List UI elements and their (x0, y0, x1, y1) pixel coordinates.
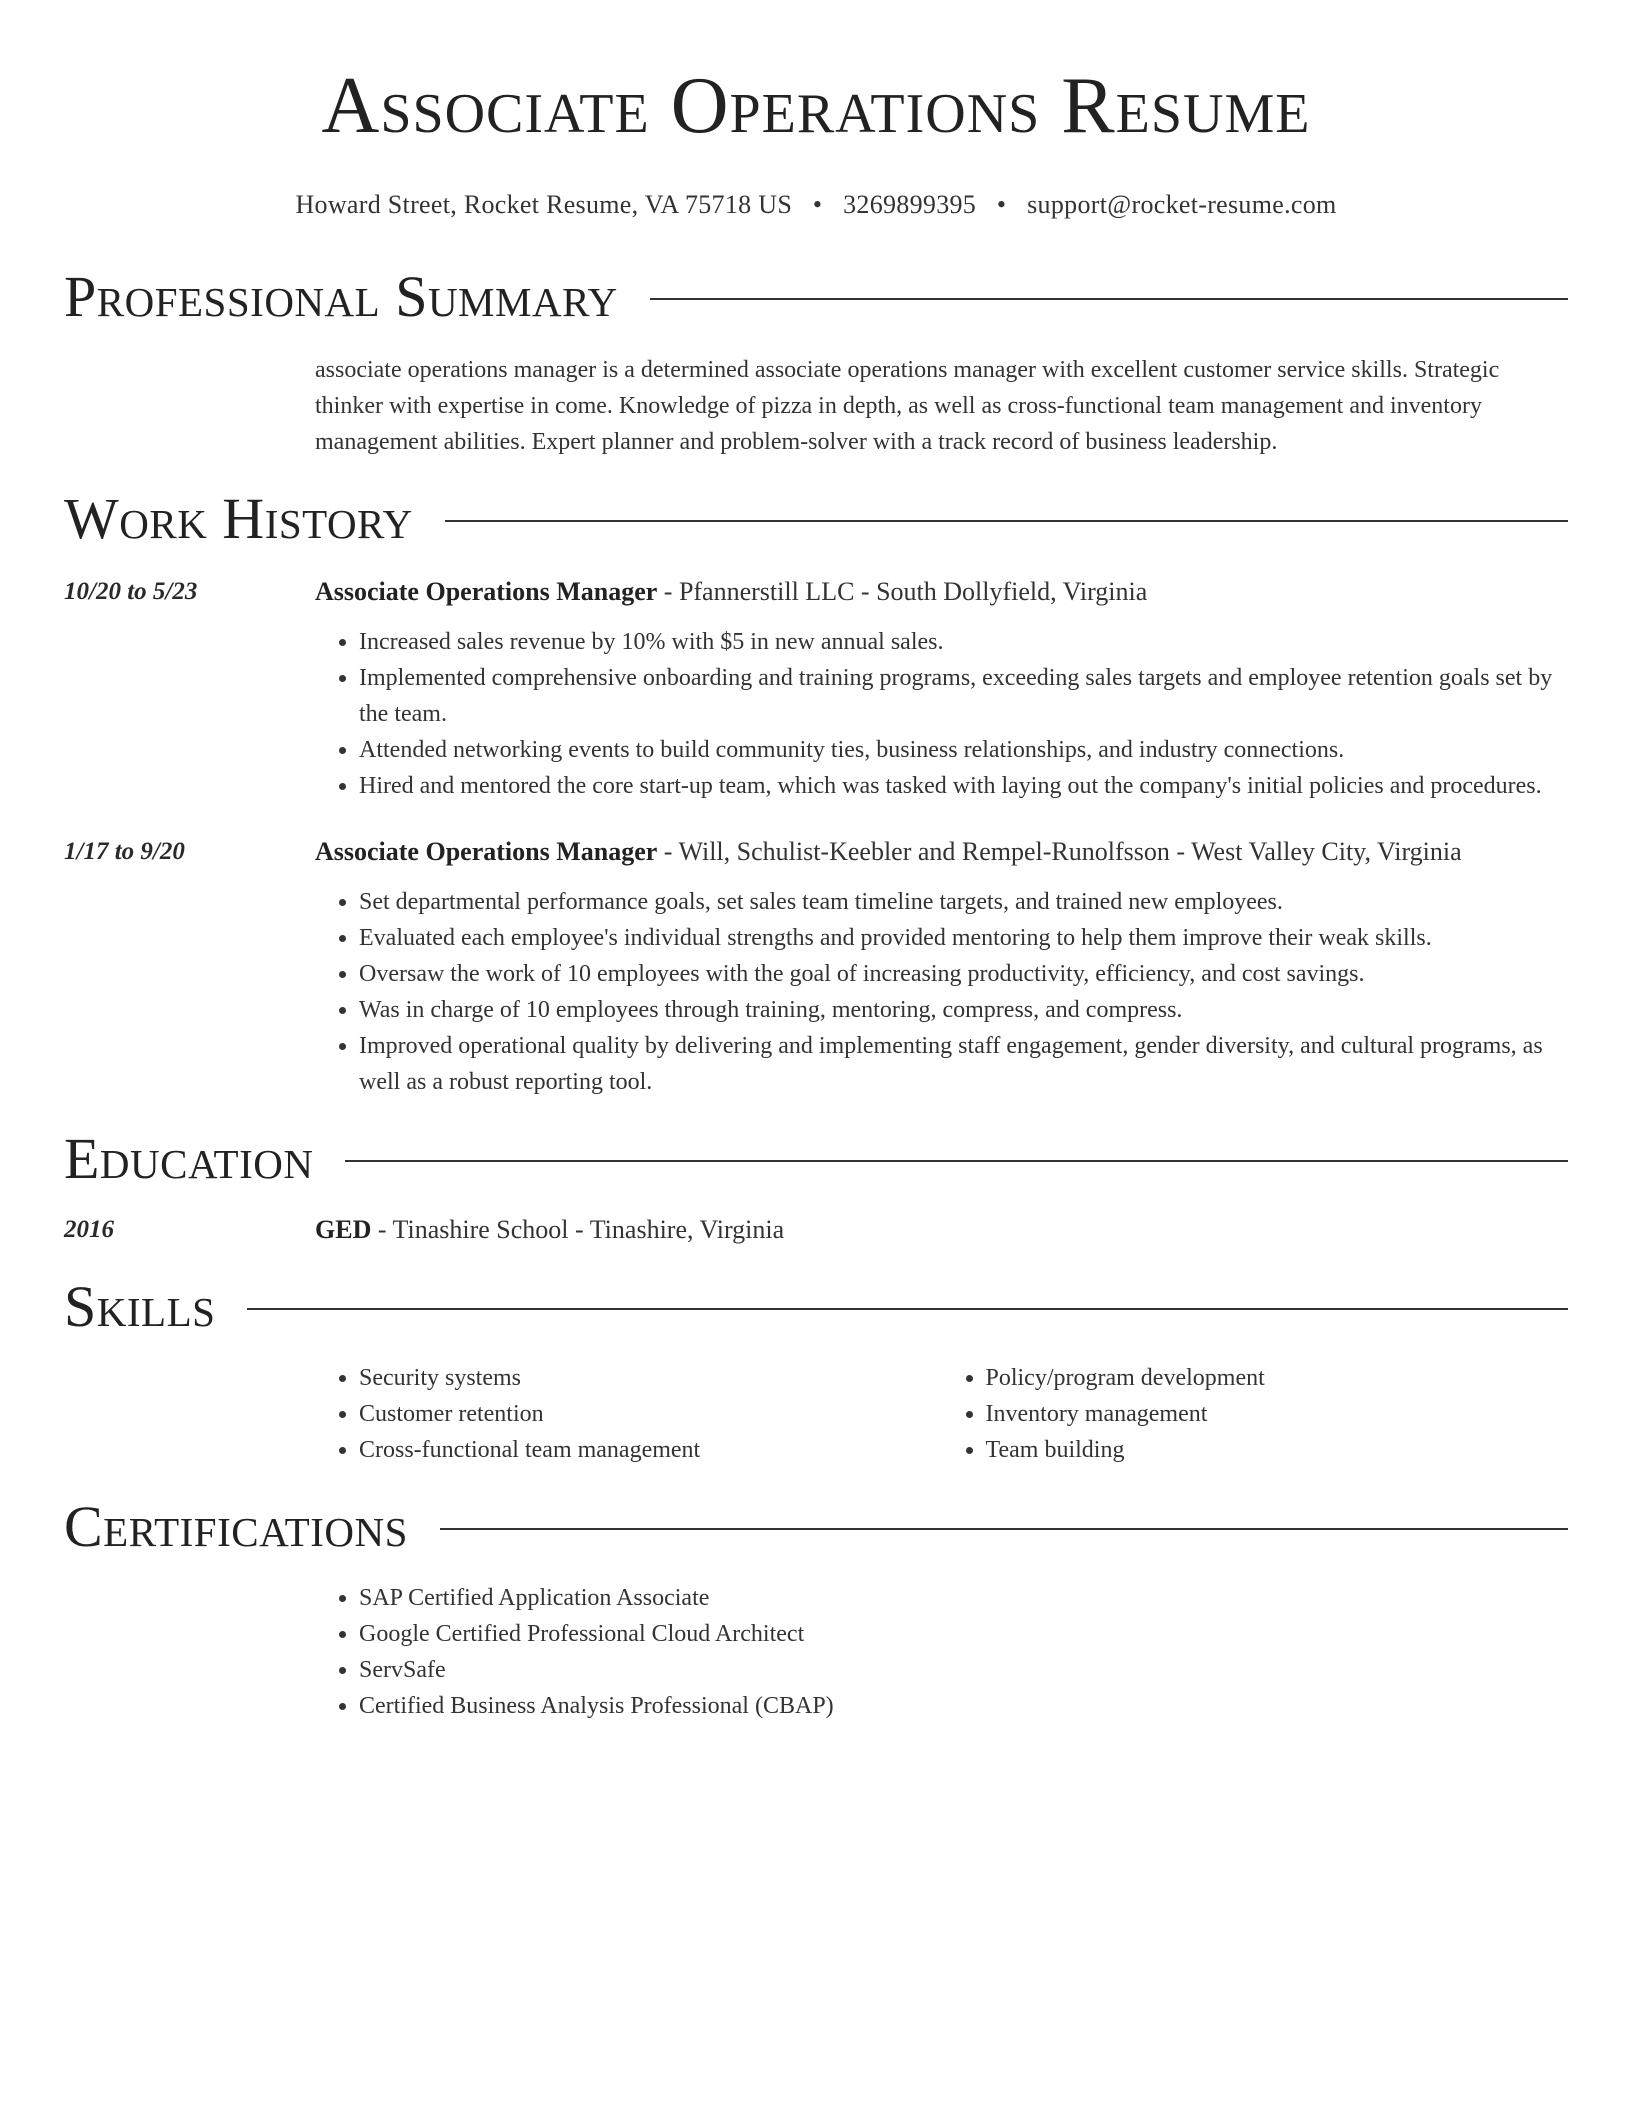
section-divider (345, 1160, 1568, 1162)
job-body (315, 834, 1568, 1100)
section-divider (440, 1528, 1568, 1530)
job-entry (64, 574, 1568, 804)
list-item: • Set departmental performance goals, set sales team timeline targets, and trained new employees. (359, 884, 1568, 920)
job-detail: - Will, Schulist-Keebler and Rempel-Runolfsson - West Valley City, Virginia (657, 837, 1462, 866)
job-entry (64, 834, 1568, 1100)
education-entry (64, 1212, 1568, 1248)
job-title: Associate Operations Manager (315, 837, 658, 866)
section-header-skills (64, 1274, 1568, 1340)
section-title: Professional Summary (64, 264, 618, 329)
contact-address: Howard Street, Rocket Resume, VA 75718 US (295, 190, 793, 219)
education-body (315, 1212, 1568, 1248)
education-heading (315, 1212, 1568, 1248)
job-bullets (315, 624, 1568, 804)
certifications-bullets (315, 1580, 1568, 1724)
contact-separator: • (996, 190, 1007, 219)
list-item: • Was in charge of 10 employees through training, mentoring, compress, and compress. (359, 992, 1568, 1028)
list-item: • Security systems (359, 1360, 942, 1396)
list-item: • Certified Business Analysis Professional (CBAP) (359, 1688, 1568, 1724)
list-item: • ServSafe (359, 1652, 1568, 1688)
section-divider (247, 1308, 1568, 1310)
list-item: • Team building (986, 1432, 1569, 1468)
section-header-work-history (64, 486, 1568, 552)
list-item: • Oversaw the work of 10 employees with the goal of increasing productivity, efficiency, and cost savings. (359, 956, 1568, 992)
list-item: • Improved operational quality by delivering and implementing staff engagement, gender diversity, and cultural programs, as well as a robust reporting tool. (359, 1028, 1568, 1100)
list-item: • SAP Certified Application Associate (359, 1580, 1568, 1616)
contact-separator: • (812, 190, 823, 219)
list-item: • Policy/program development (986, 1360, 1569, 1396)
section-title: Education (64, 1126, 314, 1191)
list-item: • Google Certified Professional Cloud Architect (359, 1616, 1568, 1652)
section-title: Certifications (64, 1494, 408, 1559)
job-detail: - Pfannerstill LLC - South Dollyfield, Virginia (657, 577, 1148, 606)
section-divider (650, 298, 1568, 300)
list-item: • Increased sales revenue by 10% with $5 in new annual sales. (359, 624, 1568, 660)
section-title: Work History (64, 486, 413, 551)
list-item: • Inventory management (986, 1396, 1569, 1432)
list-item: • Implemented comprehensive onboarding and training programs, exceeding sales targets and employee retention goals set by the team. (359, 660, 1568, 732)
job-title: Associate Operations Manager (315, 577, 658, 606)
summary-text: associate operations manager is a determined associate operations manager with excellent customer service skills. Strategic thinker with expertise in come. Knowledge of pizza in depth, as well as cross-functional team management and inventory management abilities. Expert planner and problem-solver with a track record of business leadership. (315, 357, 1500, 455)
education-degree: GED (315, 1215, 372, 1244)
resume-title: Associate Operations Resume (321, 62, 1311, 150)
section-header-education (64, 1126, 1568, 1192)
section-divider (445, 520, 1568, 522)
section-header-summary (64, 264, 1568, 330)
list-item: • Attended networking events to build community ties, business relationships, and industry connections. (359, 732, 1568, 768)
certifications-list (315, 1580, 1568, 1724)
list-item: • Evaluated each employee's individual strengths and provided mentoring to help them improve their weak skills. (359, 920, 1568, 956)
skills-column-right (942, 1360, 1569, 1468)
job-heading (315, 834, 1568, 870)
education-year: 2016 (64, 1216, 114, 1243)
list-item: • Cross-functional team management (359, 1432, 942, 1468)
job-dates: 1/17 to 9/20 (64, 838, 185, 865)
contact-line (64, 188, 1568, 222)
section-title: Skills (64, 1274, 216, 1339)
skills-column-left (315, 1360, 942, 1468)
job-bullets (315, 884, 1568, 1100)
contact-phone: 3269899395 (843, 190, 977, 219)
job-heading (315, 574, 1568, 610)
education-detail: - Tinashire School - Tinashire, Virginia (371, 1215, 785, 1244)
contact-email: support@rocket-resume.com (1027, 190, 1337, 219)
section-header-certifications (64, 1494, 1568, 1560)
list-item: • Customer retention (359, 1396, 942, 1432)
skills-grid (315, 1360, 1568, 1468)
list-item: • Hired and mentored the core start-up team, which was tasked with laying out the company's initial policies and procedures. (359, 768, 1568, 804)
job-body (315, 574, 1568, 804)
job-dates: 10/20 to 5/23 (64, 578, 198, 605)
